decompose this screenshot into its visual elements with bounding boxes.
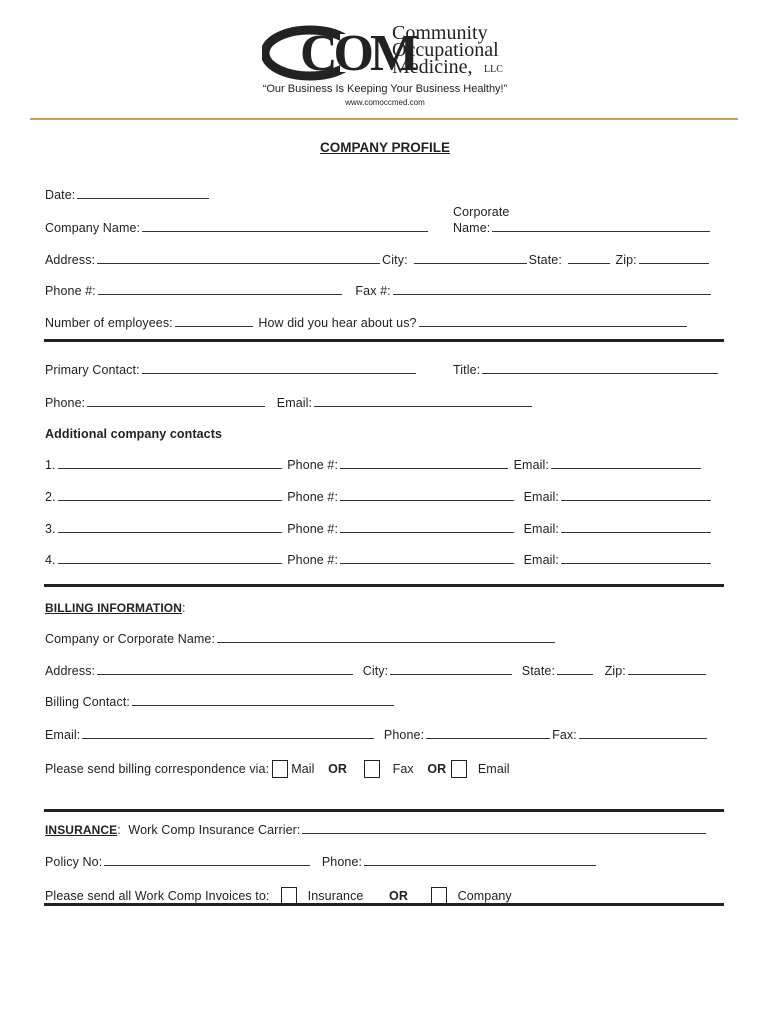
primary-contact-row — [45, 363, 418, 377]
section-divider-1 — [44, 339, 724, 342]
date-label: Date: — [45, 188, 76, 202]
contact-row-phone-field[interactable] — [340, 490, 514, 501]
billing-phone-label: Phone: — [383, 728, 425, 742]
contact-row-phone-label: Phone #: — [287, 553, 339, 567]
contact-row-email-label: Email: — [523, 490, 559, 504]
logo-name-line3: Medicine, — [392, 56, 473, 78]
logo-name-line2: Occupational — [392, 39, 499, 61]
contact-row-email-field[interactable] — [561, 553, 711, 564]
contact-row-phone-label: Phone #: — [287, 458, 339, 472]
phone-fax-row — [45, 284, 713, 298]
zip-label: Zip: — [615, 253, 637, 267]
title-field[interactable] — [482, 363, 718, 374]
state-field[interactable] — [568, 253, 610, 264]
hear-about-label: How did you hear about us? — [258, 316, 417, 330]
corporate-name-field[interactable] — [492, 221, 710, 232]
carrier-label: Work Comp Insurance Carrier: — [128, 823, 301, 837]
insurance-phone-label: Phone: — [321, 855, 363, 869]
contact-number: 4. — [45, 553, 56, 567]
billing-heading-colon: : — [182, 601, 186, 615]
billing-address-row — [45, 664, 708, 678]
phone-label: Phone #: — [45, 284, 96, 298]
contact-number: 3. — [45, 522, 56, 536]
email-checkbox[interactable] — [451, 760, 467, 778]
billing-heading: BILLING INFORMATION — [45, 601, 182, 615]
contact-row-email-label: Email: — [523, 553, 559, 567]
contact-row-email-label: Email: — [523, 522, 559, 536]
company-name-row — [45, 221, 430, 235]
billing-contact-label: Billing Contact: — [45, 695, 130, 709]
additional-contact-row — [45, 490, 713, 504]
billing-heading-row — [45, 601, 186, 615]
contact-row-phone-field[interactable] — [340, 522, 514, 533]
mail-option-label: Mail — [291, 762, 315, 776]
insurance-option-label: Insurance — [307, 889, 364, 903]
logo-name-line1: Community — [392, 22, 488, 44]
contact-row-phone-label: Phone #: — [287, 522, 339, 536]
billing-address-label: Address: — [45, 664, 96, 678]
billing-city-field[interactable] — [390, 664, 512, 675]
state-label: State: — [528, 253, 562, 267]
fax-option-label: Fax — [392, 762, 414, 776]
contact-name-field[interactable] — [58, 458, 282, 469]
company-option-label: Company — [457, 889, 512, 903]
contact-name-field[interactable] — [58, 522, 282, 533]
address-label: Address: — [45, 253, 96, 267]
contact-row-email-label: Email: — [513, 458, 549, 472]
contact-phone-label: Phone: — [45, 396, 86, 410]
billing-email-field[interactable] — [82, 728, 374, 739]
fax-checkbox[interactable] — [364, 760, 380, 778]
contact-row-email-field[interactable] — [561, 490, 711, 501]
policy-field[interactable] — [104, 855, 310, 866]
insurance-phone-field[interactable] — [364, 855, 596, 866]
corporate-name-row — [453, 221, 712, 235]
invoice-routing-label: Please send all Work Comp Invoices to: — [45, 889, 270, 903]
additional-contacts-heading: Additional company contacts — [45, 427, 223, 441]
billing-email-row — [45, 728, 709, 742]
zip-field[interactable] — [639, 253, 709, 264]
policy-label: Policy No: — [45, 855, 103, 869]
contact-phone-email-row — [45, 396, 534, 410]
contact-row-phone-label: Phone #: — [287, 490, 339, 504]
employees-field[interactable] — [175, 316, 253, 327]
title-row — [453, 363, 720, 377]
logo-letters: COM — [300, 25, 416, 82]
billing-phone-field[interactable] — [426, 728, 550, 739]
mail-checkbox[interactable] — [272, 760, 288, 778]
billing-zip-field[interactable] — [628, 664, 706, 675]
carrier-field[interactable] — [302, 823, 706, 834]
date-field[interactable] — [77, 188, 209, 199]
billing-state-label: State: — [521, 664, 556, 678]
address-row — [45, 253, 711, 267]
corporate-name-label: Name: — [453, 221, 491, 235]
fax-label: Fax #: — [355, 284, 391, 298]
or-label: OR — [427, 762, 447, 776]
section-divider-2 — [44, 584, 724, 587]
contact-email-field[interactable] — [314, 396, 532, 407]
additional-contact-row — [45, 553, 713, 567]
billing-city-label: City: — [362, 664, 389, 678]
billing-email-label: Email: — [45, 728, 81, 742]
insurance-carrier-row — [45, 823, 708, 837]
primary-contact-label: Primary Contact: — [45, 363, 140, 377]
city-field[interactable] — [414, 253, 527, 264]
company-logo — [262, 24, 522, 82]
section-divider-4 — [44, 903, 724, 906]
insurance-heading-colon: : — [117, 823, 121, 837]
contact-number: 1. — [45, 458, 56, 472]
corporate-label: Corporate — [453, 205, 510, 219]
billing-contact-row — [45, 695, 396, 709]
logo-llc: LLC — [484, 64, 503, 75]
contact-row-phone-field[interactable] — [340, 553, 514, 564]
logo-tagline: “Our Business Is Keeping Your Business Healthy!” — [262, 83, 508, 95]
contact-phone-field[interactable] — [87, 396, 265, 407]
or-label: OR — [389, 889, 408, 903]
title-label: Title: — [453, 363, 481, 377]
billing-zip-label: Zip: — [604, 664, 626, 678]
additional-contact-row — [45, 458, 703, 472]
contact-row-email-field[interactable] — [561, 522, 711, 533]
date-row — [45, 188, 211, 202]
contact-name-field[interactable] — [58, 490, 282, 501]
or-label: OR — [328, 762, 348, 776]
billing-address-field[interactable] — [97, 664, 353, 675]
billing-company-row — [45, 632, 557, 646]
company-name-label: Company Name: — [45, 221, 141, 235]
additional-contact-row — [45, 522, 713, 536]
billing-company-label: Company or Corporate Name: — [45, 632, 216, 646]
email-option-label: Email — [477, 762, 510, 776]
phone-field[interactable] — [98, 284, 342, 295]
employees-row — [45, 316, 689, 330]
fax-field[interactable] — [393, 284, 711, 295]
contact-name-field[interactable] — [58, 553, 282, 564]
page-title: COMPANY PROFILE — [319, 140, 450, 155]
insurance-heading: INSURANCE — [45, 823, 118, 837]
header-rule — [30, 118, 738, 120]
contact-email-label: Email: — [276, 396, 313, 410]
contact-row-email-field[interactable] — [551, 458, 701, 469]
city-label: City: — [382, 253, 408, 267]
primary-contact-field[interactable] — [142, 363, 416, 374]
billing-company-field[interactable] — [217, 632, 555, 643]
logo-website: www.comoccmed.com — [345, 98, 425, 107]
policy-row — [45, 855, 598, 869]
billing-fax-field[interactable] — [579, 728, 707, 739]
contact-number: 2. — [45, 490, 56, 504]
employees-label: Number of employees: — [45, 316, 173, 330]
contact-row-phone-field[interactable] — [340, 458, 508, 469]
company-name-field[interactable] — [142, 221, 428, 232]
address-field[interactable] — [97, 253, 380, 264]
billing-fax-label: Fax: — [552, 728, 577, 742]
hear-about-field[interactable] — [419, 316, 687, 327]
billing-contact-field[interactable] — [132, 695, 394, 706]
section-divider-3 — [44, 809, 724, 812]
billing-state-field[interactable] — [557, 664, 593, 675]
billing-correspondence-row — [45, 760, 510, 778]
correspondence-label: Please send billing correspondence via: — [45, 762, 270, 776]
